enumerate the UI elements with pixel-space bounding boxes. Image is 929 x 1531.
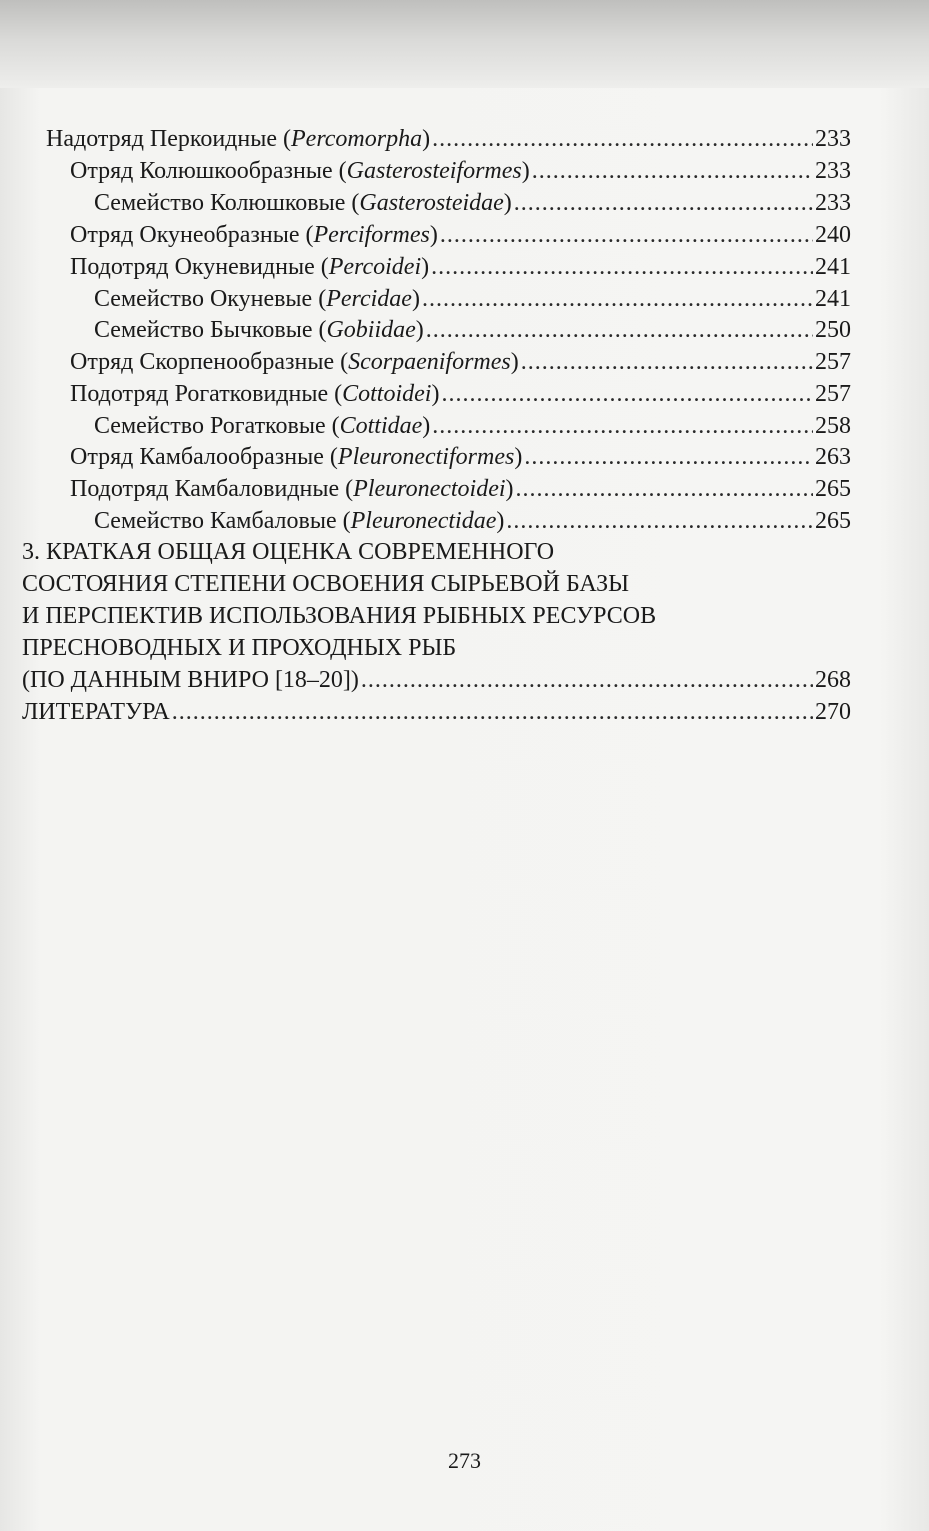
toc-entry-title: Отряд Скорпенообразные (Scorpaeniformes): [70, 349, 519, 375]
toc-entry-page: 241: [815, 286, 851, 312]
toc-entry-pleuronectiformes[interactable]: [70, 441, 851, 473]
leader-dots: [172, 696, 813, 728]
toc-entry-page: 233: [815, 190, 851, 216]
toc-entry-title: Подотряд Камбаловидные (Pleuronectoidei): [70, 476, 514, 502]
toc-entry-page: 268: [815, 667, 851, 693]
toc-entry-title: Отряд Окунеобразные (Perciformes): [70, 222, 438, 248]
toc-entry-title: Семейство Окуневые (Percidae): [94, 286, 420, 312]
toc-entry-title: Семейство Камбаловые (Pleuronectidae): [94, 508, 505, 534]
toc-entry-title: Семейство Колюшковые (Gasterosteidae): [94, 190, 512, 216]
leader-dots: [521, 346, 813, 378]
toc-entry-page: 265: [815, 508, 851, 534]
leader-dots: [506, 505, 813, 537]
toc-entry-page: 233: [815, 126, 851, 152]
section3-heading-line4: ПРЕСНОВОДНЫХ И ПРОХОДНЫХ РЫБ: [22, 635, 457, 661]
toc-entry-page: 270: [815, 699, 851, 725]
toc-entry-section3[interactable]: [22, 664, 851, 696]
toc-entry-percoidei[interactable]: [70, 251, 851, 283]
toc-entry-pleuronectoidei[interactable]: [70, 473, 851, 505]
toc-entry-title: ЛИТЕРАТУРА: [22, 699, 170, 725]
toc-entry-title: Надотряд Перкоидные (Percomorpha): [46, 126, 431, 152]
leader-dots: [516, 473, 813, 505]
toc-entry-literature[interactable]: [22, 696, 851, 728]
scan-top-shadow: [0, 0, 929, 88]
toc-entry-scorpaeniformes[interactable]: [70, 346, 851, 378]
toc-entry-title: Отряд Колюшкообразные (Gasterosteiformes): [70, 158, 530, 184]
toc-entry-page: 240: [815, 222, 851, 248]
leader-dots: [441, 378, 813, 410]
toc-entry-title: Отряд Камбалообразные (Pleuronectiformes): [70, 444, 523, 470]
toc-entry-gasterosteiformes[interactable]: [70, 155, 851, 187]
leader-dots: [524, 441, 813, 473]
leader-dots: [532, 155, 813, 187]
toc-entry-percomorpha[interactable]: [46, 123, 851, 155]
toc-entry-page: 241: [815, 254, 851, 280]
toc-entry-page: 257: [815, 381, 851, 407]
toc-entry-cottoidei[interactable]: [70, 378, 851, 410]
leader-dots: [432, 410, 813, 442]
leader-dots: [422, 283, 813, 315]
toc-entry-perciformes[interactable]: [70, 219, 851, 251]
bleed-through-imprint: [160, 760, 720, 1440]
section3-heading-line1: 3. КРАТКАЯ ОБЩАЯ ОЦЕНКА СОВРЕМЕННОГО: [22, 539, 555, 565]
leader-dots: [431, 251, 813, 283]
leader-dots: [514, 187, 813, 219]
toc-entry-page: 250: [815, 317, 851, 343]
toc-entry-page: 258: [815, 413, 851, 439]
section3-heading-line2: СОСТОЯНИЯ СТЕПЕНИ ОСВОЕНИЯ СЫРЬЕВОЙ БАЗЫ: [22, 571, 630, 597]
leader-dots: [361, 664, 813, 696]
toc-entry-percidae[interactable]: [94, 283, 851, 315]
toc-entry-title: Семейство Бычковые (Gobiidae): [94, 317, 424, 343]
section3-heading-line3: И ПЕРСПЕКТИВ ИСПОЛЬЗОВАНИЯ РЫБНЫХ РЕСУРСОВ: [22, 603, 657, 629]
leader-dots: [432, 123, 813, 155]
toc-entry-title: Подотряд Окуневидные (Percoidei): [70, 254, 430, 280]
toc-entry-title: Подотряд Рогатковидные (Cottoidei): [70, 381, 440, 407]
toc-entry-cottidae[interactable]: [94, 410, 851, 442]
toc-entry-pleuronectidae[interactable]: [94, 505, 851, 537]
toc-entry-gobiidae[interactable]: [94, 314, 851, 346]
toc-entry-gasterosteidae[interactable]: [94, 187, 851, 219]
page-number: 273: [448, 1448, 481, 1473]
toc-entry-page: 265: [815, 476, 851, 502]
toc-entry-title: (ПО ДАННЫМ ВНИРО [18–20]): [22, 667, 359, 693]
leader-dots: [440, 219, 813, 251]
toc-entry-page: 257: [815, 349, 851, 375]
toc-entry-page: 263: [815, 444, 851, 470]
toc-entry-page: 233: [815, 158, 851, 184]
leader-dots: [426, 314, 813, 346]
toc-entry-title: Семейство Рогатковые (Cottidae): [94, 413, 431, 439]
